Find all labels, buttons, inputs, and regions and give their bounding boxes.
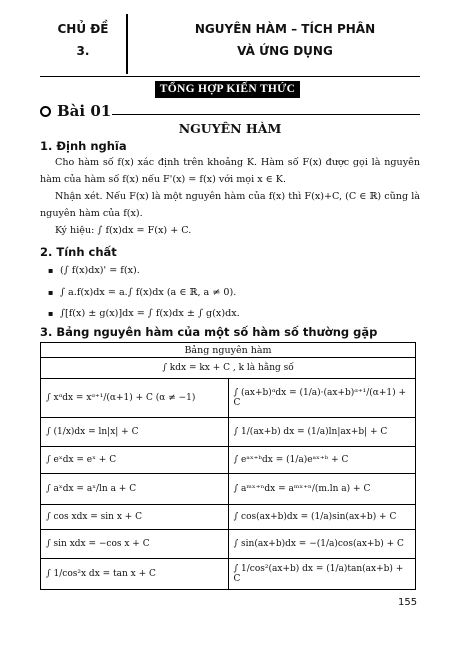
section-2-heading: 2. Tính chất <box>40 245 117 259</box>
table-row <box>41 447 416 474</box>
topic-box <box>40 14 128 74</box>
chapter-title-line2: VÀ ỨNG DỤNG <box>237 44 333 58</box>
section-3-heading: 3. Bảng nguyên hàm của một số hàm số thường gặp <box>40 325 378 339</box>
lesson-label: Bài 01 <box>57 102 112 120</box>
chapter-title-line1: NGUYÊN HÀM – TÍCH PHÂN <box>194 22 376 36</box>
table-cell: ∫ 1/cos²x dx = tan x + C <box>41 559 229 590</box>
antiderivative-table <box>40 342 416 590</box>
table-row <box>41 379 416 418</box>
definition-paragraph: Cho hàm số f(x) xác định trên khoảng K. Hàm số F(x) được gọi là nguyên hàm của hàm số f(x) nếu F'(x) = f(x) với mọi x ∈ K. <box>40 157 420 185</box>
section-1-heading: 1. Định nghĩa <box>40 139 127 153</box>
header-divider <box>40 76 420 77</box>
property-1: ▪ (∫ f(x)dx)' = f(x). <box>60 265 140 276</box>
table-cell: ∫ xᵅdx = xᵅ⁺¹/(α+1) + C (α ≠ −1) <box>41 379 229 418</box>
property-3: ▪ ∫[f(x) ± g(x)]dx = ∫ f(x)dx ± ∫ g(x)dx. <box>60 308 240 319</box>
table-row <box>41 559 416 590</box>
notation-paragraph: Ký hiệu: ∫ f(x)dx = F(x) + C. <box>55 225 192 236</box>
property-2: ▪ ∫ a.f(x)dx = a.∫ f(x)dx (a ∈ ℝ, a ≠ 0). <box>60 287 236 298</box>
table-cell: ∫ cos xdx = sin x + C <box>41 505 229 530</box>
topic-label: CHỦ ĐỀ <box>57 22 109 36</box>
circle-icon <box>40 106 51 117</box>
table-cell: ∫ 1/cos²(ax+b) dx = (1/a)tan(ax+b) + C <box>228 559 416 590</box>
table-cell: ∫ eˣdx = eˣ + C <box>41 447 229 474</box>
remark-paragraph: Nhận xét. Nếu F(x) là một nguyên hàm của f(x) thì F(x)+C, (C ∈ ℝ) cũng là nguyên hàm của f(x). <box>40 191 420 219</box>
lesson-title: NGUYÊN HÀM <box>178 121 282 136</box>
table-cell: ∫ sin(ax+b)dx = −(1/a)cos(ax+b) + C <box>228 530 416 559</box>
lesson-divider <box>112 114 420 115</box>
table-cell: ∫ 1/(ax+b) dx = (1/a)ln|ax+b| + C <box>228 418 416 447</box>
table-cell: ∫ eᵃˣ⁺ᵇdx = (1/a)eᵃˣ⁺ᵇ + C <box>228 447 416 474</box>
page-number: 155 <box>398 597 418 608</box>
table-row <box>41 505 416 530</box>
summary-banner: TỔNG HỢP KIẾN THỨC <box>155 81 300 98</box>
table-cell: ∫ (ax+b)ᵅdx = (1/a)·(ax+b)ᵅ⁺¹/(α+1) + C <box>228 379 416 418</box>
chapter-title <box>150 18 420 62</box>
table-row <box>41 474 416 505</box>
table-cell: ∫ (1/x)dx = ln|x| + C <box>41 418 229 447</box>
table-cell: ∫ sin xdx = −cos x + C <box>41 530 229 559</box>
table-first-row: ∫ kdx = kx + C , k là hằng số <box>41 358 416 379</box>
table-row <box>41 418 416 447</box>
table-cell: ∫ cos(ax+b)dx = (1/a)sin(ax+b) + C <box>228 505 416 530</box>
topic-number: 3. <box>76 44 90 58</box>
table-cell: ∫ aᵐˣ⁺ⁿdx = aᵐˣ⁺ⁿ/(m.ln a) + C <box>228 474 416 505</box>
table-cell: ∫ aˣdx = aˣ/ln a + C <box>41 474 229 505</box>
table-row <box>41 530 416 559</box>
lesson-heading <box>40 102 111 120</box>
table-title: Bảng nguyên hàm <box>41 343 416 358</box>
